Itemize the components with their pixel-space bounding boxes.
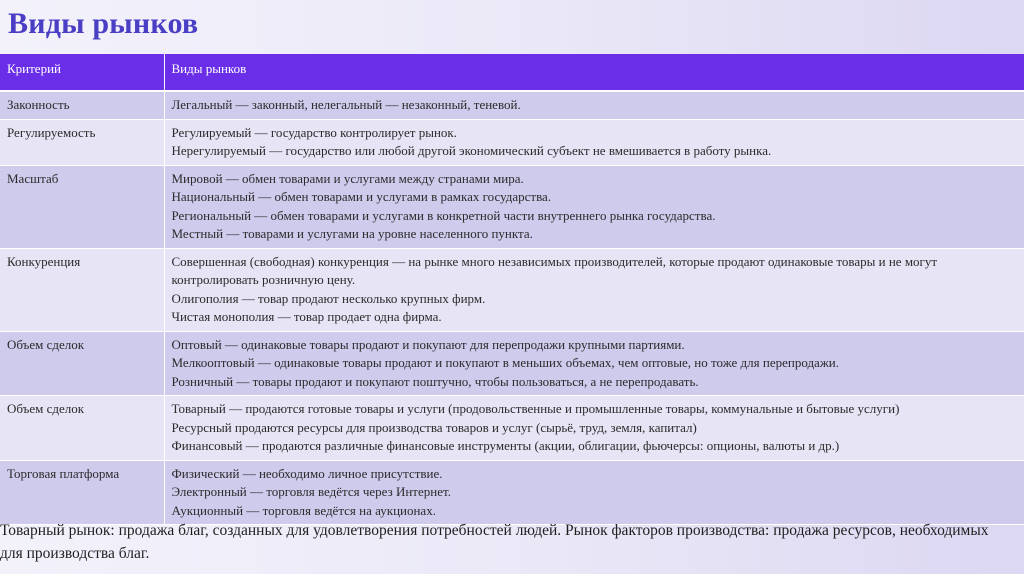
market-type-line: Электронный — торговля ведётся через Интернет. (171, 484, 451, 499)
table-row (0, 91, 1024, 119)
criterion-cell: Объем сделок (0, 331, 164, 396)
table-row (0, 119, 1024, 165)
market-type-line: Местный — товарами и услугами на уровне населенного пункта. (171, 226, 533, 241)
table-row (0, 165, 1024, 248)
market-types-cell (164, 248, 1024, 331)
market-types-cell (164, 396, 1024, 461)
criterion-cell: Торговая платформа (0, 460, 164, 525)
criterion-cell: Объем сделок (0, 396, 164, 461)
markets-table (0, 54, 1024, 525)
market-type-line: Регулируемый — государство контролирует рынок. (171, 124, 457, 140)
table-row (0, 248, 1024, 331)
market-type-line: Оптовый — одинаковые товары продают и покупают для перепродажи крупными партиями. (171, 336, 685, 352)
criterion-cell: Конкуренция (0, 248, 164, 331)
markets-table-container (0, 54, 1024, 525)
market-types-cell (164, 91, 1024, 119)
footer-note: Товарный рынок: продажа благ, созданных для удовлетворения потребностей людей. Рынок факторов производства: продажа ресурсов, необходимых для производства благ. (0, 522, 989, 562)
header-market-types: Виды рынков (164, 54, 1024, 91)
market-type-line: Аукционный — торговля ведётся на аукционах. (171, 502, 436, 518)
market-type-line: Товарный — продаются готовые товары и услуги (продовольственные и промышленные товары, коммунальные и бытовые услуги) (171, 401, 900, 416)
criterion-cell: Масштаб (0, 165, 164, 248)
criterion-cell: Регулируемость (0, 119, 164, 165)
slide-title: Виды рынков (8, 7, 199, 40)
market-type-line: Олигополия — товар продают несколько крупных фирм. (171, 290, 486, 306)
market-type-line: Мировой — обмен товарами и услугами между странами мира. (171, 170, 524, 186)
table-row (0, 396, 1024, 461)
market-type-line: Региональный — обмен товарами и услугами в конкретной части внутреннего рынка государства. (171, 207, 716, 223)
market-type-line: Чистая монополия — товар продает одна фирма. (171, 309, 442, 324)
market-type-line: Розничный — товары продают и покупают поштучно, чтобы пользоваться, а не перепродавать. (171, 373, 699, 389)
market-type-line: Нерегулируемый — государство или любой другой экономический субъект не вмешивается в работу рынка. (171, 143, 772, 158)
header-criterion: Критерий (0, 54, 164, 91)
criterion-cell: Законность (0, 91, 164, 119)
market-type-line: Финансовый — продаются различные финансовые инструменты (акции, облигации, фьючерсы: опционы, валюты и др.) (171, 438, 840, 453)
table-row (0, 460, 1024, 525)
market-types-cell (164, 119, 1024, 165)
market-types-cell (164, 460, 1024, 525)
market-type-line: Мелкооптовый — одинаковые товары продают и покупают в меньших объемах, чем оптовые, но тоже для перепродажи. (171, 355, 840, 370)
market-types-cell (164, 165, 1024, 248)
market-type-line: Легальный — законный, нелегальный — незаконный, теневой. (171, 97, 521, 112)
market-types-cell (164, 331, 1024, 396)
market-type-line: Национальный — обмен товарами и услугами в рамках государства. (171, 189, 552, 204)
market-type-line: Физический — необходимо личное присутствие. (171, 465, 443, 481)
market-type-line: Совершенная (свободная) конкуренция — на рынке много независимых производителей, которые продают одинаковые товары и не могут контролировать розничную цену. (171, 253, 938, 287)
table-header-row (0, 54, 1024, 91)
market-type-line: Ресурсный продаются ресурсы для производства товаров и услуг (сырьё, труд, земля, капитал) (171, 419, 697, 435)
table-row (0, 331, 1024, 396)
